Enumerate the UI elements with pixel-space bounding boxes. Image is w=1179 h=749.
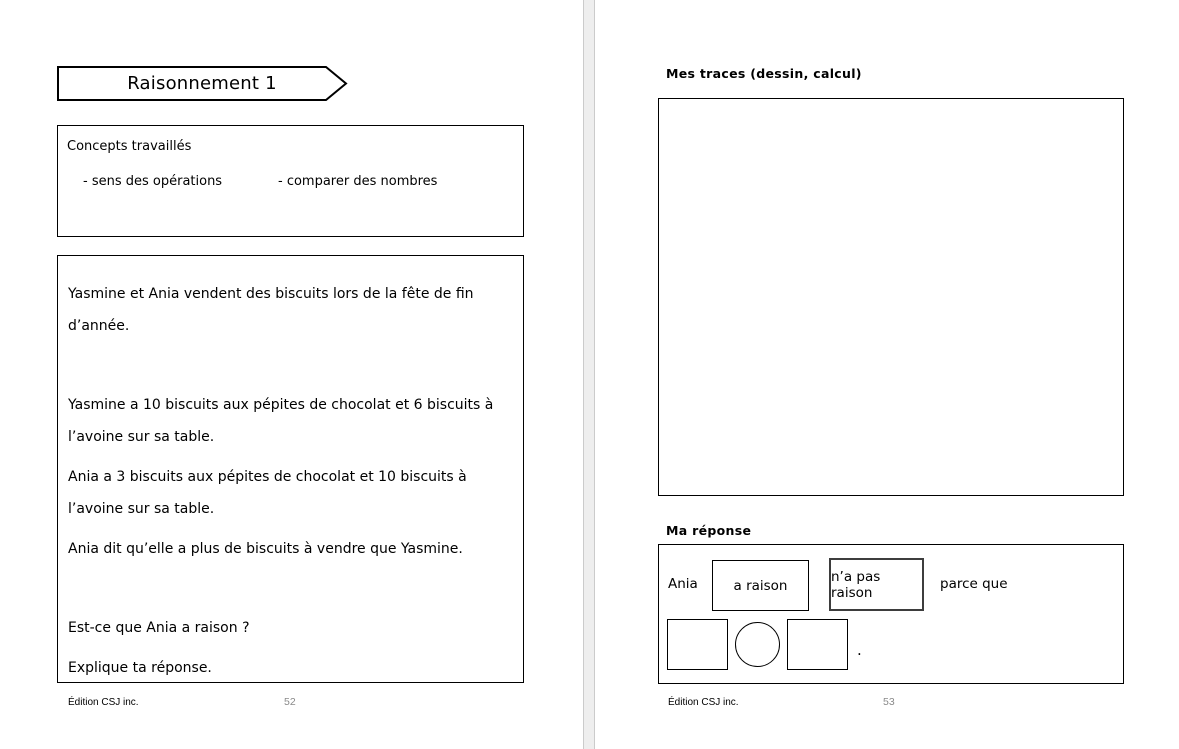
comparison-symbol-circle[interactable] — [735, 622, 780, 667]
problem-instruction: Explique ta réponse. — [68, 660, 212, 676]
right-page — [597, 0, 1179, 749]
page-number: 52 — [284, 696, 296, 708]
left-page — [0, 0, 583, 749]
page-number: 53 — [883, 696, 895, 708]
response-connector: parce que — [940, 576, 1008, 592]
option-a-raison[interactable] — [712, 560, 809, 611]
concepts-title: Concepts travaillés — [67, 139, 192, 154]
answer-square-left[interactable] — [667, 619, 728, 670]
publisher-text: Édition CSJ inc. — [668, 697, 739, 708]
traces-drawing-area[interactable] — [658, 98, 1124, 496]
problem-paragraph: Ania a 3 biscuits aux pépites de chocolat et 10 biscuits à l’avoine sur sa table. — [68, 469, 467, 517]
option-na-pas-raison-label: n’a pas raison — [831, 568, 881, 601]
answer-square-right[interactable] — [787, 619, 848, 670]
traces-label: Mes traces (dessin, calcul) — [666, 66, 862, 81]
response-subject: Ania — [668, 576, 698, 592]
concepts-box — [57, 125, 524, 237]
problem-paragraph: Yasmine a 10 biscuits aux pépites de chocolat et 6 biscuits à l’avoine sur sa table. — [68, 397, 494, 445]
raisonnement-header — [57, 66, 349, 101]
problem-paragraph: Yasmine et Ania vendent des biscuits lors de la fête de fin d’année. — [68, 286, 474, 334]
option-na-pas-raison[interactable] — [829, 558, 924, 611]
response-label: Ma réponse — [666, 523, 752, 538]
problem-paragraph: Ania dit qu’elle a plus de biscuits à vendre que Yasmine. — [68, 541, 463, 557]
page-gap-divider — [583, 0, 595, 749]
concept-item-compare: - comparer des nombres — [278, 174, 438, 189]
problem-box — [57, 255, 524, 683]
option-a-raison-label: a raison — [733, 577, 788, 594]
sentence-period: . — [857, 641, 862, 659]
response-box — [658, 544, 1124, 684]
page-title: Raisonnement 1 — [127, 72, 277, 94]
problem-question: Est-ce que Ania a raison ? — [68, 620, 250, 636]
concept-item-operations: - sens des opérations — [83, 174, 223, 189]
publisher-text: Édition CSJ inc. — [68, 697, 139, 708]
